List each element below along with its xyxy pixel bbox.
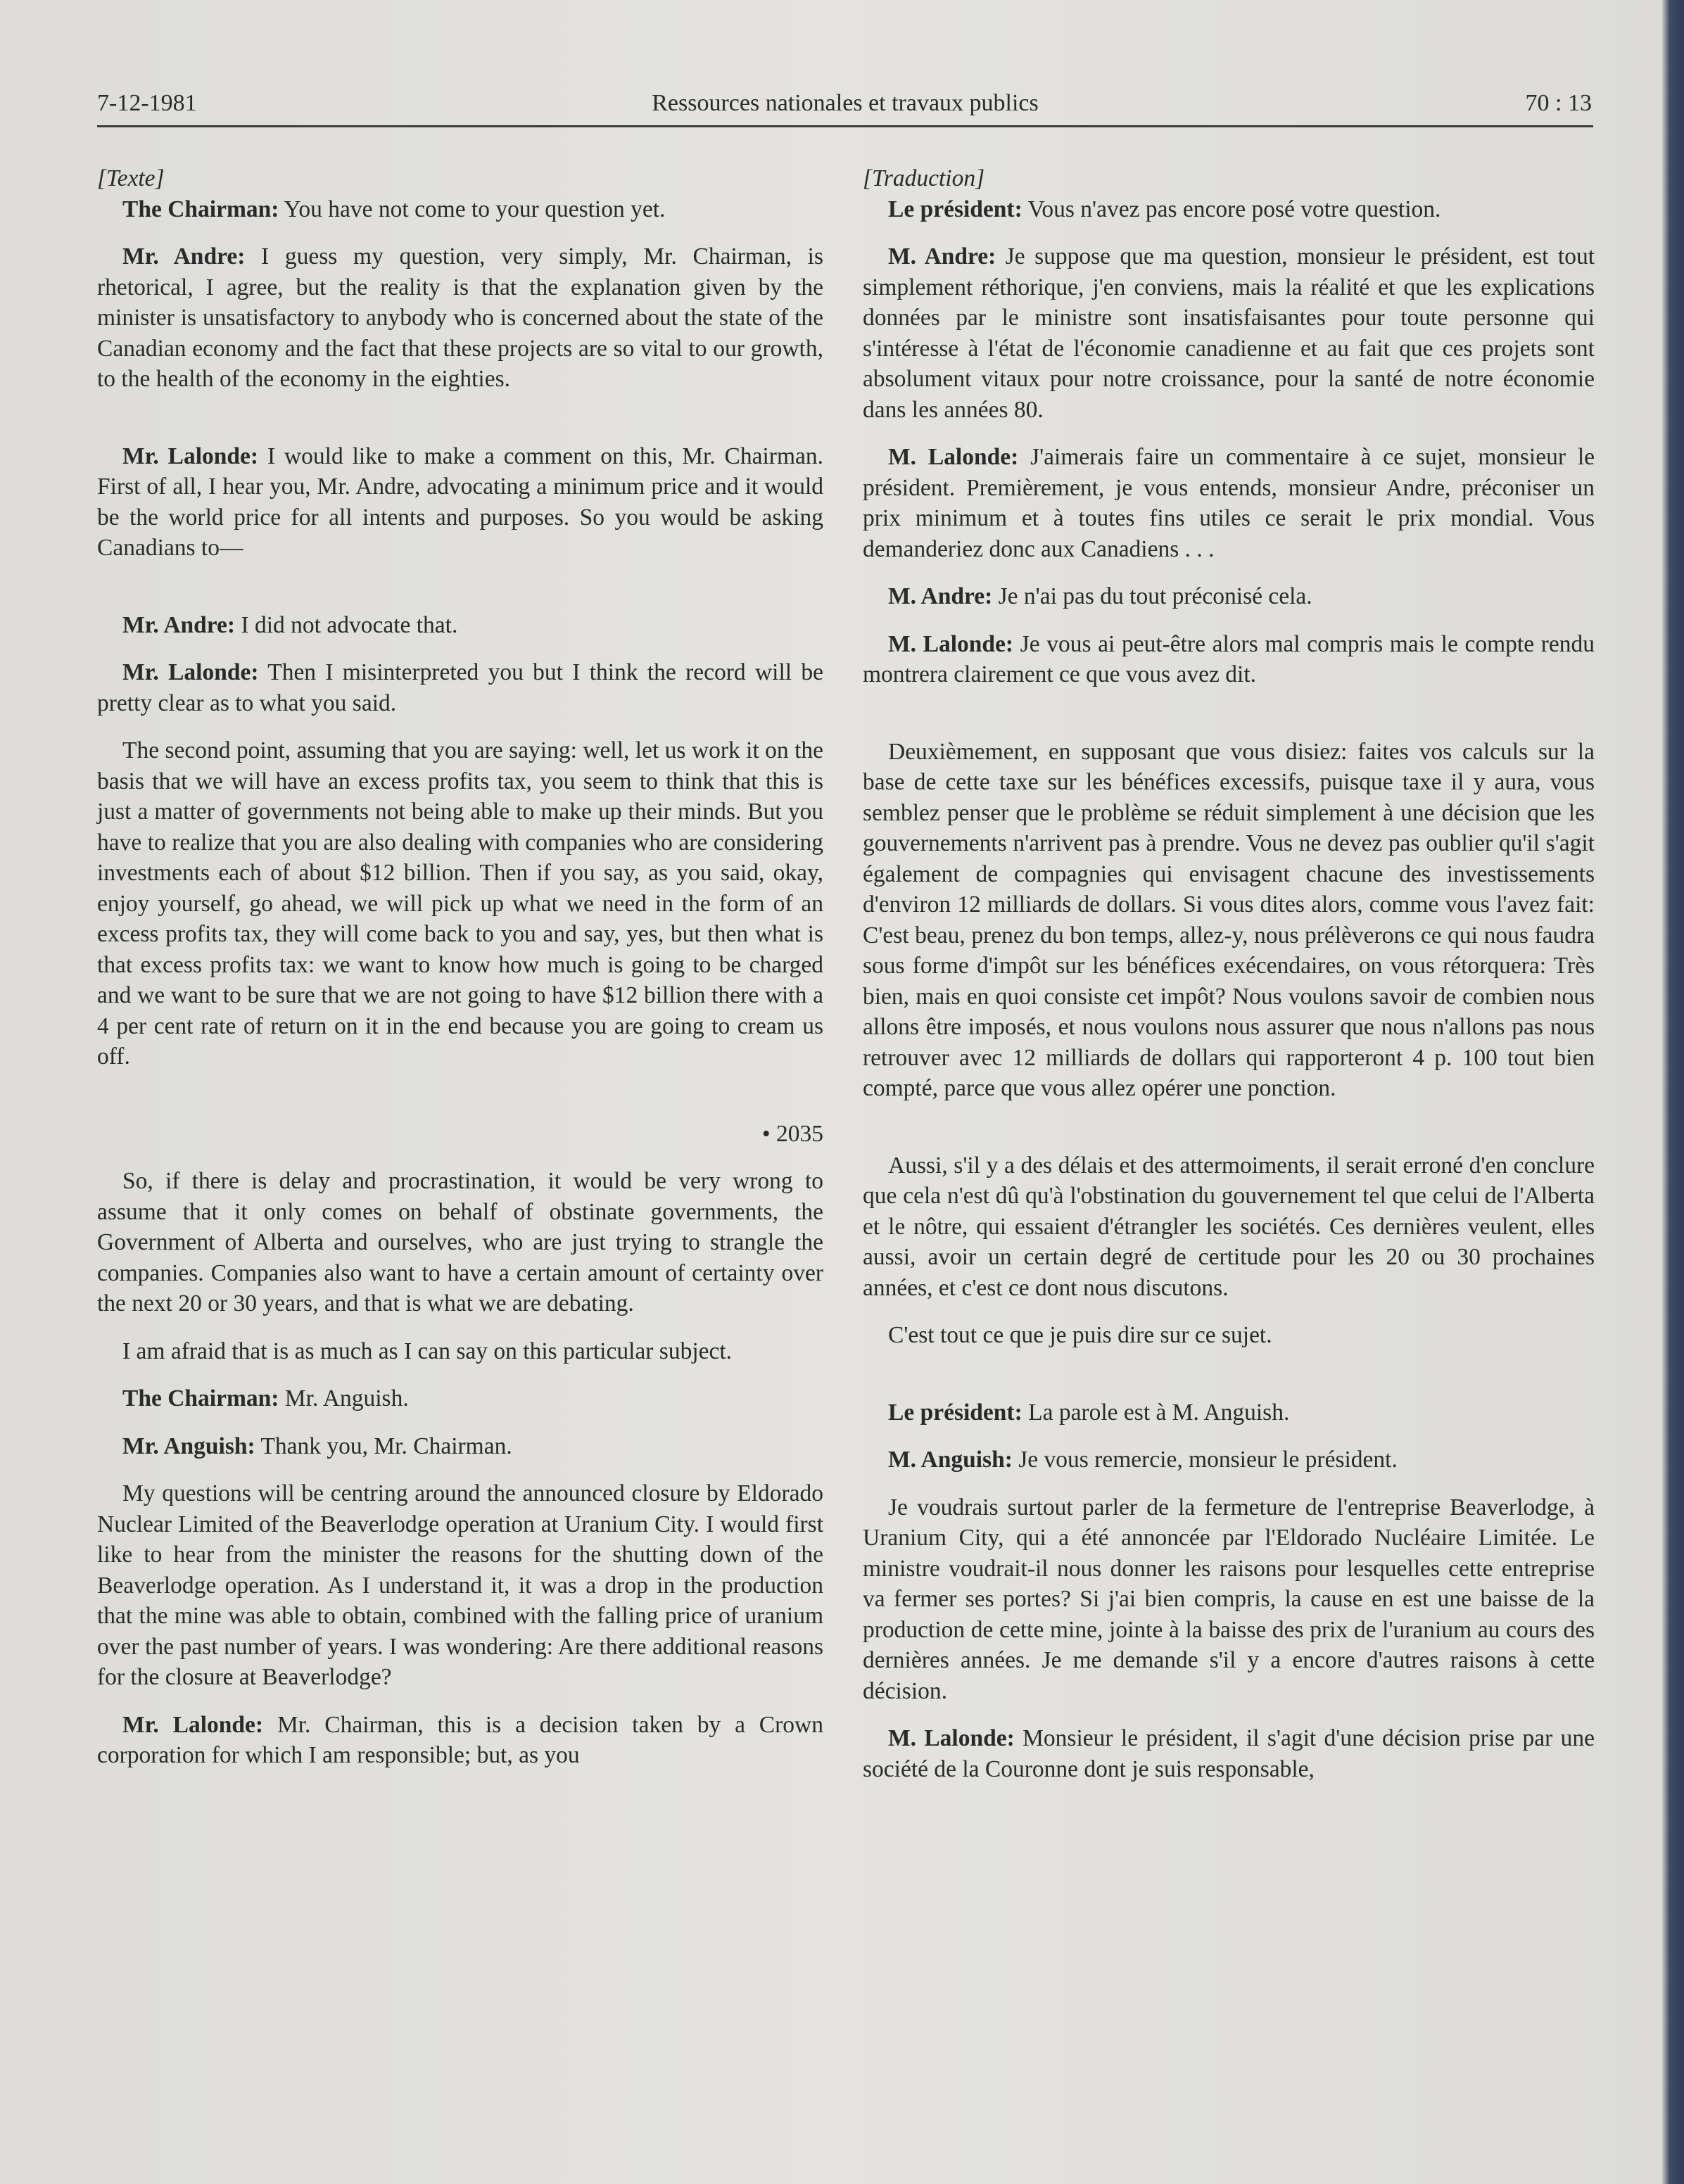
paragraph: So, if there is delay and procrastination, it would be very wrong to assume that it only comes on behalf of obstinate governments, the Government of Alberta and ourselves, who are just trying to strangle the companies. Companies also want to have a certain amount of certainty over the next 20 or 30 years, and that is what we are debating. xyxy=(97,1168,823,1316)
binding-edge xyxy=(1662,0,1684,2184)
speaker-name: Mr. Lalonde: xyxy=(122,659,259,685)
paragraph xyxy=(97,1383,823,1414)
speech-text: You have not come to your question yet. xyxy=(279,196,666,222)
paragraph xyxy=(863,194,1595,225)
paragraph: C'est tout ce que je puis dire sur ce sujet. xyxy=(888,1322,1272,1348)
french-column xyxy=(863,163,1595,1784)
speaker-name: M. Lalonde: xyxy=(888,444,1019,470)
paragraph xyxy=(97,610,823,641)
paragraph xyxy=(863,629,1595,690)
speaker-name: M. Andre: xyxy=(888,583,993,609)
speaker-name: M. Anguish: xyxy=(888,1447,1013,1473)
speaker-name: M. Andre: xyxy=(888,243,996,269)
speech-text: I guess my question, very simply, Mr. Chairman, is rhetorical, I agree, but the reality is that the explanation given by the minister is unsatisfactory to anybody who is concerned about the state of the Canadian economy and the fact that these projects are so vital to our growth, to the health of the economy in the eighties. xyxy=(97,243,824,392)
speaker-name: M. Lalonde: xyxy=(888,1725,1015,1751)
time-marker: • 2035 xyxy=(761,1120,823,1147)
paragraph xyxy=(97,194,823,225)
speech-text: I would like to make a comment on this, Mr. Chairman. First of all, I hear you, Mr. Andre, advocating a minimum price and it would be the world price for all intents and purposes. So you would be asking Canadians to— xyxy=(97,443,823,561)
speech-text: Monsieur le président, il s'agit d'une décision prise par une société de la Couronne dont je suis responsable, xyxy=(863,1725,1595,1782)
speech-text: I did not advocate that. xyxy=(235,611,458,638)
paragraph xyxy=(863,1723,1595,1784)
paragraph xyxy=(97,657,823,718)
speech-text: Thank you, Mr. Chairman. xyxy=(255,1433,512,1459)
paragraph: I am afraid that is as much as I can say on this particular subject. xyxy=(122,1338,733,1364)
speaker-name: Mr. Lalonde: xyxy=(122,1711,264,1738)
paragraph xyxy=(97,1431,823,1462)
speech-text: J'aimerais faire un commentaire à ce sujet, monsieur le président. Premièrement, je vous entends, monsieur Andre, préconiser un prix minimum et à toutes fins utiles ce serait le prix mondial. Vous demanderiez donc aux Canadiens . . . xyxy=(863,444,1595,562)
speech-text: Mr. Anguish. xyxy=(279,1385,409,1411)
paragraph xyxy=(863,1397,1595,1428)
speech-text: Je n'ai pas du tout préconisé cela. xyxy=(992,583,1312,609)
speech-text: Then I misinterpreted you but I think the record will be pretty clear as to what you said. xyxy=(97,659,823,716)
speaker-name: The Chairman: xyxy=(122,196,279,222)
speech-text: Je vous ai peut-être alors mal compris mais le compte rendu montrera clairement ce que vous avez dit. xyxy=(863,630,1595,687)
speech-text: Je suppose que ma question, monsieur le président, est tout simplement réthorique, j'en conviens, mais la réalité et que les explications données par le ministre sont insatisfaisantes pour toute personne qui s'intéresse à l'état de l'économie canadienne et au fait que ces projets sont absolument vitaux pour notre croissance, pour la santé de notre économie dans les années 80. xyxy=(863,243,1595,423)
paragraph xyxy=(863,1445,1595,1475)
page-header xyxy=(97,86,1593,127)
paragraph xyxy=(97,441,823,564)
section-tag: [Texte] xyxy=(97,165,165,191)
paragraph: The second point, assuming that you are saying: well, let us work it on the basis that we will have an excess profits tax, you seem to think that this is just a matter of governments not being able to make up their minds. But you have to realize that you are also dealing with companies who are considering investments each of about $12 billion. Then if you say, as you said, okay, enjoy yourself, go ahead, we will pick up what we need in the form of an excess profits tax, they will come back to you and say, yes, but then what is that excess profits tax: we want to know how much is going to be charged and we want to be sure that we are not going to have $12 billion there with a 4 per cent rate of return on it in the end because you are going to cream us off. xyxy=(97,737,823,1069)
section-tag: [Traduction] xyxy=(863,165,985,191)
paragraph: Je voudrais surtout parler de la fermeture de l'entreprise Beaverlodge, à Uranium City, qui a été annoncée par l'Eldorado Nucléaire Limitée. Le ministre voudrait-il nous donner les raisons pour lesquelles cette entreprise va fermer ses portes? Si j'ai bien compris, la cause en est une baisse de la production de cette mine, jointe à la baisse des prix de l'uranium au cours des dernières années. Je me demande s'il y a encore d'autres raisons à cette décision. xyxy=(863,1494,1595,1704)
speaker-name: Mr. Andre: xyxy=(122,611,236,638)
speaker-name: Mr. Andre: xyxy=(122,243,246,269)
speech-text: Vous n'avez pas encore posé votre question. xyxy=(1022,196,1441,222)
speaker-name: The Chairman: xyxy=(122,1385,279,1411)
speaker-name: Le président: xyxy=(888,1399,1023,1426)
speaker-name: M. Lalonde: xyxy=(888,630,1014,657)
header-title: Ressources nationales et travaux publics xyxy=(652,90,1039,116)
paragraph xyxy=(863,581,1595,612)
paragraph: Aussi, s'il y a des délais et des attermoiments, il serait erroné d'en conclure que cela n'est dû qu'à l'obstination du gouvernement tel que celui de l'Alberta et le nôtre, qui essaient d'étrangler les sociétés. Ces dernières veulent, elles aussi, avoir un certain degré de certitude pour les 20 ou 30 prochaines années, et c'est ce dont nous discutons. xyxy=(863,1152,1595,1301)
header-date: 7-12-1981 xyxy=(97,90,197,116)
paragraph xyxy=(863,241,1595,425)
english-column xyxy=(97,163,823,1771)
speaker-name: Le président: xyxy=(888,196,1023,222)
paragraph xyxy=(97,1710,823,1771)
speaker-name: Mr. Anguish: xyxy=(122,1433,255,1459)
paragraph xyxy=(863,442,1595,564)
speech-text: Je vous remercie, monsieur le président. xyxy=(1012,1447,1398,1473)
speaker-name: Mr. Lalonde: xyxy=(122,443,259,469)
paragraph xyxy=(97,241,823,395)
speech-text: La parole est à M. Anguish. xyxy=(1022,1399,1290,1426)
speech-text: Mr. Chairman, this is a decision taken by a Crown corporation for which I am responsible; but, as you xyxy=(97,1711,823,1768)
paragraph: Deuxièmement, en supposant que vous disiez: faites vos calculs sur la base de cette taxe sur les bénéfices excessifs, puisque taxe il y aura, vous semblez penser que le problème se réduit simplement à une décision que les gouvernements n'arrivent pas à prendre. Vous ne devez pas oublier qu'il s'agit également de compagnies qui envisagent chacune des investissements d'environ 12 milliards de dollars. Si vous dites alors, comme vous l'avez fait: C'est beau, prenez du bon temps, allez-y, nous prélèverons ce qui nous faudra sous forme d'impôt sur les bénéfices exécendaires, on vous rétorquera: Très bien, mais en quoi consiste cet impôt? Nous voulons savoir de combien nous allons être imposés, et nous voulons nous assurer que nous n'allons pas nous retrouver avec 12 milliards de dollars qui rapporteront 4 p. 100 tout bien compté, parce que vous allez opérer une ponction. xyxy=(863,738,1595,1101)
header-page-number: 70 : 13 xyxy=(1525,90,1592,116)
paragraph: My questions will be centring around the announced closure by Eldorado Nuclear Limited of the Beaverlodge operation at Uranium City. I would first like to hear from the minister the reasons for the shutting down of the Beaverlodge operation. As I understand it, it was a drop in the production that the mine was able to obtain, combined with the falling price of uranium over the past number of years. I was wondering: Are there additional reasons for the closure at Beaverlodge? xyxy=(97,1480,823,1690)
